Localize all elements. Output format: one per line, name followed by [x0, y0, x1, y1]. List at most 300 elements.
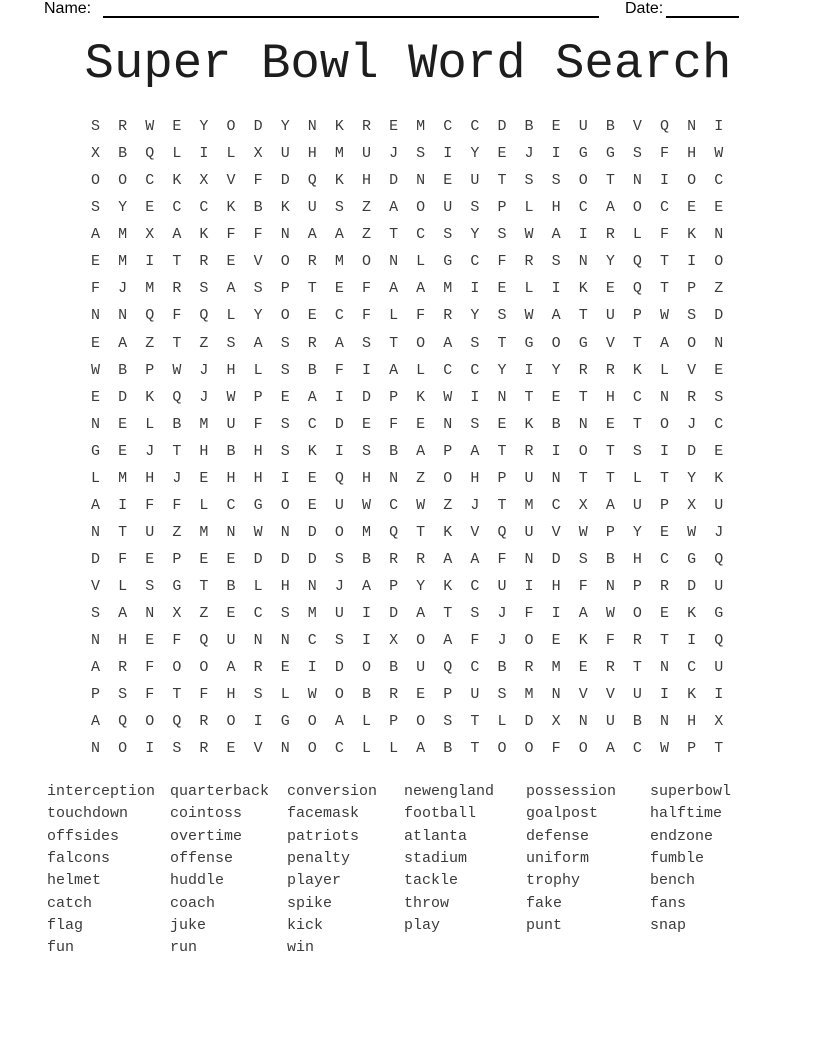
grid-cell: E — [280, 388, 290, 406]
grid-cell: Q — [199, 632, 209, 650]
grid-cell: F — [145, 686, 155, 704]
grid-cell: N — [253, 632, 263, 650]
grid-cell: F — [172, 496, 182, 514]
grid-cell: F — [118, 551, 128, 569]
grid-cell: P — [443, 442, 453, 460]
grid-cell: J — [145, 442, 155, 460]
grid-cell: C — [307, 632, 317, 650]
grid-cell: E — [389, 118, 399, 136]
grid-cell: A — [660, 334, 670, 352]
grid-cell: T — [172, 334, 182, 352]
grid-cell: T — [199, 578, 209, 596]
grid-cell: L — [389, 740, 399, 758]
grid-cell: C — [416, 226, 426, 244]
grid-cell: W — [605, 605, 615, 623]
grid-cell: F — [253, 415, 263, 433]
grid-cell: T — [497, 496, 507, 514]
grid-cell: E — [91, 253, 101, 271]
grid-cell: S — [632, 442, 642, 460]
grid-cell: S — [280, 361, 290, 379]
grid-cell: B — [551, 415, 561, 433]
grid-cell: E — [660, 605, 670, 623]
grid-cell: X — [199, 172, 209, 190]
grid-cell: P — [605, 523, 615, 541]
grid-cell: P — [443, 686, 453, 704]
grid-cell: G — [714, 605, 724, 623]
grid-cell: N — [551, 469, 561, 487]
grid-cell: P — [687, 740, 697, 758]
grid-cell: C — [470, 361, 480, 379]
grid-cell: K — [687, 605, 697, 623]
grid-cell: A — [91, 496, 101, 514]
grid-cell: S — [361, 442, 371, 460]
grid-cell: U — [470, 172, 480, 190]
grid-cell: K — [416, 388, 426, 406]
grid-cell: C — [172, 199, 182, 217]
grid-cell: S — [253, 280, 263, 298]
grid-cell: C — [470, 253, 480, 271]
grid-cell: C — [660, 551, 670, 569]
grid-cell: T — [172, 442, 182, 460]
grid-cell: D — [389, 172, 399, 190]
grid-cell: Q — [145, 307, 155, 325]
grid-cell: K — [578, 280, 588, 298]
grid-cell: W — [253, 523, 263, 541]
grid-cell: U — [470, 686, 480, 704]
grid-cell: A — [172, 226, 182, 244]
grid-cell: A — [443, 551, 453, 569]
grid-cell: A — [389, 280, 399, 298]
grid-cell: R — [172, 280, 182, 298]
grid-cell: S — [470, 199, 480, 217]
grid-cell: W — [660, 307, 670, 325]
grid-cell: X — [145, 226, 155, 244]
grid-cell: T — [605, 469, 615, 487]
grid-cell: U — [280, 145, 290, 163]
grid-cell: A — [470, 551, 480, 569]
grid-cell: L — [632, 469, 642, 487]
grid-cell: I — [660, 442, 670, 460]
grid-cell: C — [470, 118, 480, 136]
grid-cell: A — [226, 659, 236, 677]
grid-cell: W — [687, 523, 697, 541]
name-label: Name: — [44, 0, 92, 17]
grid-cell: D — [497, 118, 507, 136]
grid-cell: Y — [551, 361, 561, 379]
grid-cell: V — [470, 523, 480, 541]
grid-cell: W — [578, 523, 588, 541]
grid-cell: P — [280, 280, 290, 298]
grid-cell: O — [226, 118, 236, 136]
grid-cell: E — [226, 740, 236, 758]
grid-cell: U — [416, 659, 426, 677]
grid-cell: R — [389, 551, 399, 569]
grid-cell: G — [253, 496, 263, 514]
grid-cell: P — [91, 686, 101, 704]
grid-cell: F — [660, 226, 670, 244]
grid-cell: W — [524, 226, 534, 244]
grid-cell: E — [307, 469, 317, 487]
grid-cell: H — [632, 551, 642, 569]
grid-cell: N — [443, 415, 453, 433]
grid-cell: V — [253, 740, 263, 758]
word-list-item: offsides — [47, 827, 120, 845]
grid-cell: H — [687, 713, 697, 731]
grid-cell: B — [389, 442, 399, 460]
grid-cell: Z — [145, 334, 155, 352]
grid-cell: I — [361, 605, 371, 623]
grid-cell: E — [334, 280, 344, 298]
grid-cell: G — [687, 551, 697, 569]
word-list-item: juke — [170, 917, 207, 935]
grid-cell: P — [145, 361, 155, 379]
grid-cell: B — [389, 659, 399, 677]
grid-cell: L — [416, 361, 426, 379]
grid-cell: S — [497, 226, 507, 244]
grid-cell: H — [226, 469, 236, 487]
grid-cell: D — [334, 415, 344, 433]
word-list-item: coach — [170, 894, 216, 912]
grid-cell: I — [145, 740, 155, 758]
grid-cell: R — [118, 118, 128, 136]
grid-cell: I — [687, 253, 697, 271]
grid-cell: D — [307, 523, 317, 541]
grid-cell: F — [470, 632, 480, 650]
grid-cell: S — [280, 605, 290, 623]
grid-cell: X — [578, 496, 588, 514]
word-list-item: endzone — [650, 827, 714, 845]
grid-cell: T — [605, 442, 615, 460]
grid-cell: P — [253, 388, 263, 406]
grid-cell: D — [389, 605, 399, 623]
grid-cell: N — [91, 415, 101, 433]
grid-cell: O — [416, 713, 426, 731]
grid-cell: I — [470, 388, 480, 406]
grid-cell: L — [280, 686, 290, 704]
grid-cell: U — [145, 523, 155, 541]
word-list-column — [404, 781, 526, 960]
grid-cell: K — [199, 226, 209, 244]
grid-cell: E — [199, 469, 209, 487]
grid-cell: J — [524, 145, 534, 163]
grid-cell: R — [605, 659, 615, 677]
grid-cell: M — [307, 605, 317, 623]
grid-cell: S — [470, 605, 480, 623]
grid-cell: M — [524, 496, 534, 514]
word-list-item: penalty — [287, 850, 351, 868]
grid-cell: R — [605, 226, 615, 244]
grid-cell: B — [605, 118, 615, 136]
grid-cell: S — [714, 388, 724, 406]
grid-cell: F — [524, 605, 534, 623]
grid-cell: W — [172, 361, 182, 379]
grid-cell: V — [91, 578, 101, 596]
grid-cell: I — [714, 118, 724, 136]
word-list-item: helmet — [47, 872, 102, 890]
grid-cell: O — [660, 415, 670, 433]
grid-cell: O — [307, 740, 317, 758]
grid-cell: E — [714, 199, 724, 217]
grid-cell: A — [416, 280, 426, 298]
word-list-item: fans — [650, 894, 687, 912]
grid-cell: S — [145, 578, 155, 596]
grid-cell: D — [687, 578, 697, 596]
grid-cell: T — [497, 334, 507, 352]
word-list-item: run — [170, 939, 198, 957]
grid-cell: T — [660, 469, 670, 487]
grid-cell: J — [334, 578, 344, 596]
grid-cell: L — [172, 145, 182, 163]
grid-cell: R — [687, 388, 697, 406]
grid-cell: L — [91, 469, 101, 487]
word-list-item: superbowl — [650, 783, 732, 800]
grid-cell: L — [389, 307, 399, 325]
grid-cell: O — [280, 253, 290, 271]
grid-cell: K — [226, 199, 236, 217]
grid-cell: E — [551, 388, 561, 406]
grid-cell: O — [687, 334, 697, 352]
grid-cell: L — [632, 226, 642, 244]
grid-cell: E — [714, 361, 724, 379]
grid-cell: P — [660, 496, 670, 514]
grid-cell: E — [91, 388, 101, 406]
grid-cell: E — [551, 632, 561, 650]
word-list-item: halftime — [650, 805, 723, 823]
word-list-column — [650, 781, 750, 960]
grid-cell: S — [551, 172, 561, 190]
grid-cell: R — [605, 361, 615, 379]
grid-cell: T — [605, 172, 615, 190]
grid-cell: T — [714, 740, 724, 758]
grid-cell: M — [334, 145, 344, 163]
grid-cell: F — [334, 361, 344, 379]
grid-cell: K — [280, 199, 290, 217]
grid-cell: H — [199, 442, 209, 460]
grid-cell: D — [334, 659, 344, 677]
grid-cell: L — [145, 415, 155, 433]
grid-cell: H — [226, 361, 236, 379]
grid-cell: F — [497, 551, 507, 569]
grid-cell: L — [199, 496, 209, 514]
word-list — [47, 781, 750, 960]
grid-cell: N — [632, 172, 642, 190]
grid-cell: T — [578, 388, 588, 406]
grid-cell: T — [660, 280, 670, 298]
grid-cell: D — [253, 118, 263, 136]
grid-cell: S — [91, 118, 101, 136]
word-list-item: touchdown — [47, 805, 129, 823]
grid-cell: T — [578, 469, 588, 487]
grid-cell: N — [91, 523, 101, 541]
grid-cell: J — [714, 523, 724, 541]
grid-cell: D — [361, 388, 371, 406]
grid-cell: F — [578, 578, 588, 596]
grid-cell: U — [714, 578, 724, 596]
grid-cell: U — [524, 469, 534, 487]
grid-cell: T — [660, 253, 670, 271]
grid-cell: N — [714, 226, 724, 244]
grid-cell: N — [416, 172, 426, 190]
grid-cell: A — [389, 361, 399, 379]
grid-cell: V — [253, 253, 263, 271]
grid-cell: T — [632, 334, 642, 352]
grid-cell: S — [497, 686, 507, 704]
grid-cell: O — [226, 713, 236, 731]
word-list-item: kick — [287, 917, 324, 935]
grid-cell: R — [578, 361, 588, 379]
grid-cell: Y — [497, 361, 507, 379]
grid-cell: Y — [253, 307, 263, 325]
grid-cell: M — [361, 523, 371, 541]
grid-cell: K — [172, 172, 182, 190]
grid-cell: M — [334, 253, 344, 271]
grid-cell: H — [361, 172, 371, 190]
grid-cell: L — [226, 307, 236, 325]
word-list-item: overtime — [170, 827, 243, 845]
grid-cell: W — [361, 496, 371, 514]
grid-cell: Q — [172, 713, 182, 731]
grid-cell: M — [416, 118, 426, 136]
grid-cell: J — [199, 388, 209, 406]
grid-cell: X — [253, 145, 263, 163]
word-list-item: flag — [47, 917, 84, 935]
grid-cell: N — [389, 253, 399, 271]
grid-cell: H — [118, 632, 128, 650]
grid-cell: O — [307, 713, 317, 731]
grid-cell: M — [199, 523, 209, 541]
word-list-column — [287, 781, 404, 960]
grid-cell: I — [280, 469, 290, 487]
word-list-item: atlanta — [404, 827, 468, 845]
word-list-item: fun — [47, 939, 75, 957]
grid-cell: S — [416, 145, 426, 163]
grid-cell: H — [551, 199, 561, 217]
grid-cell: F — [199, 686, 209, 704]
grid-cell: P — [389, 388, 399, 406]
grid-cell: A — [91, 226, 101, 244]
grid-cell: F — [551, 740, 561, 758]
grid-cell: I — [524, 361, 534, 379]
grid-cell: A — [91, 659, 101, 677]
grid-cell: E — [443, 172, 453, 190]
grid-cell: X — [714, 713, 724, 731]
grid-cell: N — [91, 632, 101, 650]
grid-cell: H — [307, 145, 317, 163]
grid-cell: G — [280, 713, 290, 731]
grid-cell: K — [687, 686, 697, 704]
grid-cell: F — [389, 415, 399, 433]
grid-cell: V — [605, 686, 615, 704]
grid-cell: M — [524, 686, 534, 704]
grid-cell: N — [714, 334, 724, 352]
grid-cell: M — [118, 226, 128, 244]
grid-cell: Y — [687, 469, 697, 487]
grid-cell: X — [172, 605, 182, 623]
grid-cell: F — [172, 307, 182, 325]
grid-cell: L — [361, 740, 371, 758]
grid-cell: E — [416, 686, 426, 704]
grid-cell: H — [253, 469, 263, 487]
grid-cell: C — [226, 496, 236, 514]
grid-cell: Y — [605, 253, 615, 271]
grid-cell: E — [172, 118, 182, 136]
grid-cell: L — [253, 361, 263, 379]
grid-cell: B — [497, 659, 507, 677]
grid-cell: A — [443, 632, 453, 650]
grid-cell: F — [226, 226, 236, 244]
grid-cell: B — [118, 145, 128, 163]
grid-cell: F — [497, 253, 507, 271]
grid-cell: M — [199, 415, 209, 433]
grid-cell: E — [280, 659, 290, 677]
grid-cell: F — [361, 307, 371, 325]
grid-cell: F — [361, 280, 371, 298]
grid-cell: W — [307, 686, 317, 704]
grid-cell: U — [714, 496, 724, 514]
grid-cell: T — [470, 740, 480, 758]
grid-cell: W — [91, 361, 101, 379]
grid-cell: S — [253, 686, 263, 704]
grid-cell: K — [714, 469, 724, 487]
grid-cell: R — [307, 253, 317, 271]
grid-cell: I — [253, 713, 263, 731]
grid-cell: O — [524, 632, 534, 650]
grid-cell: P — [497, 469, 507, 487]
grid-cell: N — [226, 523, 236, 541]
grid-cell: J — [118, 280, 128, 298]
grid-cell: O — [361, 659, 371, 677]
grid-cell: O — [416, 632, 426, 650]
grid-cell: T — [118, 523, 128, 541]
grid-cell: O — [416, 199, 426, 217]
grid-cell: M — [118, 253, 128, 271]
word-list-item: snap — [650, 917, 687, 935]
grid-cell: L — [660, 361, 670, 379]
grid-cell: V — [687, 361, 697, 379]
grid-cell: R — [307, 334, 317, 352]
grid-cell: Y — [470, 226, 480, 244]
grid-cell: K — [443, 578, 453, 596]
grid-cell: N — [389, 469, 399, 487]
grid-cell: R — [199, 713, 209, 731]
grid-cell: U — [524, 523, 534, 541]
grid-cell: I — [687, 632, 697, 650]
grid-cell: N — [660, 388, 670, 406]
grid-cell: W — [714, 145, 724, 163]
grid-cell: G — [172, 578, 182, 596]
grid-cell: N — [660, 713, 670, 731]
grid-cell: R — [253, 659, 263, 677]
word-list-item: defense — [526, 827, 590, 845]
grid-cell: E — [497, 145, 507, 163]
word-list-item: punt — [526, 917, 563, 935]
grid-cell: O — [551, 334, 561, 352]
grid-cell: C — [632, 740, 642, 758]
grid-cell: D — [91, 551, 101, 569]
grid-cell: U — [605, 713, 615, 731]
grid-cell: H — [280, 578, 290, 596]
grid-cell: N — [578, 713, 588, 731]
grid-cell: I — [551, 145, 561, 163]
grid-cell: I — [470, 280, 480, 298]
grid-cell: F — [145, 659, 155, 677]
grid-cell: I — [334, 442, 344, 460]
grid-cell: O — [334, 523, 344, 541]
grid-cell: O — [497, 740, 507, 758]
grid-cell: O — [361, 253, 371, 271]
grid-cell: D — [307, 551, 317, 569]
grid-cell: E — [199, 551, 209, 569]
